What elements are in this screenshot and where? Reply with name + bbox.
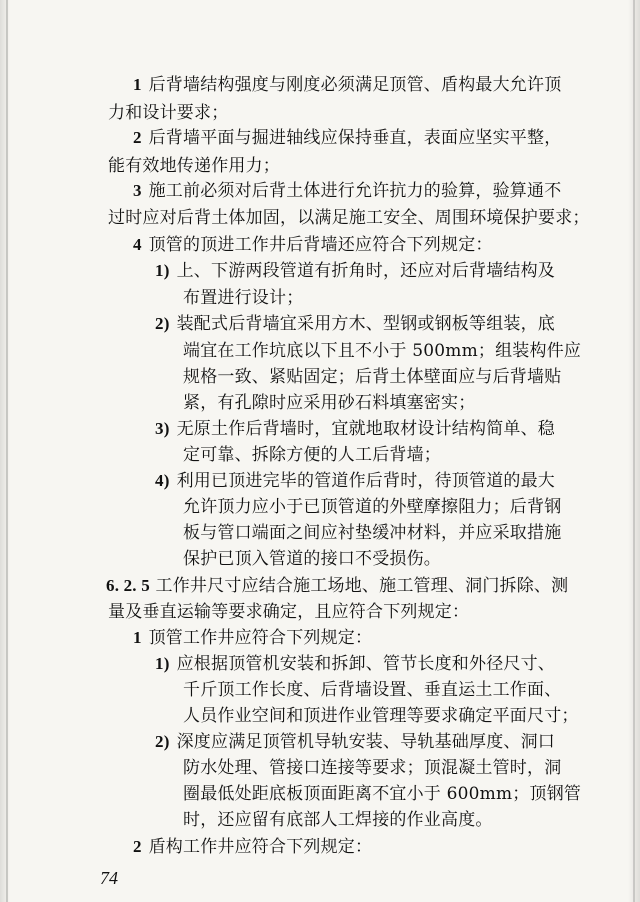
paragraph-text: 端宜在工作坑底以下且不小于 500mm；组装构件应	[183, 341, 582, 361]
paragraph-line	[183, 705, 579, 727]
paragraph-line	[108, 155, 280, 177]
paragraph-line	[183, 757, 561, 779]
paragraph-line	[155, 260, 555, 282]
section-number: 6. 2. 5	[106, 576, 150, 595]
paragraph-line	[133, 74, 561, 96]
paragraph-line	[133, 180, 561, 202]
paragraph-line	[183, 496, 561, 518]
paragraph-text: 后背墙结构强度与刚度必须满足顶管、盾构最大允许顶	[148, 75, 562, 95]
paragraph-line	[183, 783, 581, 805]
paragraph-text: 布置进行设计；	[183, 288, 304, 308]
paragraph-line	[155, 418, 555, 440]
paragraph-text: 力和设计要求；	[108, 103, 229, 123]
paragraph-line	[108, 207, 590, 229]
paragraph-text: 盾构工作井应符合下列规定：	[148, 837, 373, 857]
paragraph-line	[155, 470, 555, 492]
paragraph-text: 量及垂直运输等要求确定，且应符合下列规定：	[108, 602, 470, 622]
paragraph-text: 防水处理、管接口连接等要求；顶混凝土管时，洞	[183, 758, 562, 778]
paragraph-line	[183, 548, 441, 570]
paragraph-line	[106, 575, 568, 597]
paragraph-line	[133, 127, 561, 149]
paragraph-text: 装配式后背墙宜采用方木、型钢或钢板等组装，底	[176, 314, 556, 334]
subclause-number: 2)	[155, 314, 170, 333]
subclause-number: 2)	[155, 732, 170, 751]
paragraph-line	[183, 522, 561, 544]
paragraph-text: 能有效地传递作用力；	[108, 156, 280, 176]
clause-number: 3	[133, 181, 142, 200]
paragraph-text: 过时应对后背土体加固，以满足施工安全、周围环境保护要求；	[108, 208, 590, 228]
paragraph-text: 保护已顶入管道的接口不受损伤。	[183, 549, 441, 569]
paragraph-line	[133, 836, 372, 858]
paragraph-text: 规格一致、紧贴固定；后背土体壁面应与后背墙贴	[183, 367, 562, 387]
paragraph-text: 上、下游两段管道有折角时，还应对后背墙结构及	[176, 261, 556, 281]
paragraph-text: 深度应满足顶管机导轨安装、导轨基础厚度、洞口	[176, 732, 556, 752]
paragraph-text: 允许顶力应小于已顶管道的外壁摩擦阻力；后背钢	[183, 497, 562, 517]
paragraph-text: 利用已顶进完毕的管道作后背时，待顶管道的最大	[176, 471, 556, 491]
paragraph-text: 定可靠、拆除方便的人工后背墙；	[183, 445, 441, 465]
paragraph-line	[133, 234, 493, 256]
paragraph-line	[155, 653, 555, 675]
paragraph-text: 紧，有孔隙时应采用砂石料填塞密实；	[183, 393, 476, 413]
clause-number: 2	[133, 128, 142, 147]
paragraph-text: 时，还应留有底部人工焊接的作业高度。	[183, 810, 493, 830]
clause-number: 4	[133, 235, 142, 254]
clause-number: 1	[133, 628, 142, 647]
page-number: 74	[100, 868, 118, 888]
paragraph-text: 应根据顶管机安装和拆卸、管节长度和外径尺寸、	[176, 654, 556, 674]
paragraph-text: 人员作业空间和顶进作业管理等要求确定平面尺寸；	[183, 706, 579, 726]
paragraph-text: 顶管工作井应符合下列规定：	[148, 628, 373, 648]
paragraph-text: 后背墙平面与掘进轴线应保持垂直，表面应坚实平整，	[148, 128, 562, 148]
clause-number: 1	[133, 75, 142, 94]
paragraph-line	[155, 313, 555, 335]
subclause-number: 3)	[155, 419, 170, 438]
paragraph-text: 顶管的顶进工作井后背墙还应符合下列规定：	[148, 235, 493, 255]
paragraph-line	[183, 444, 441, 466]
paragraph-line	[108, 601, 469, 623]
paragraph-text: 圈最低处距底板顶面距离不宜小于 600mm；顶钢管	[183, 784, 582, 804]
paragraph-line	[183, 340, 581, 362]
paragraph-line	[183, 679, 561, 701]
clause-number: 2	[133, 837, 142, 856]
paragraph-text: 无原土作后背墙时，宜就地取材设计结构简单、稳	[176, 419, 556, 439]
subclause-number: 1)	[155, 654, 170, 673]
paragraph-line	[183, 809, 493, 831]
paragraph-line	[108, 102, 228, 124]
paragraph-line	[155, 731, 555, 753]
paragraph-line	[183, 287, 303, 309]
paragraph-text: 施工前必须对后背土体进行允许抗力的验算，验算通不	[148, 181, 562, 201]
paragraph-text: 板与管口端面之间应衬垫缓冲材料，并应采取措施	[183, 523, 562, 543]
subclause-number: 1)	[155, 261, 170, 280]
paragraph-line	[133, 627, 372, 649]
paragraph-line	[183, 366, 561, 388]
subclause-number: 4)	[155, 471, 170, 490]
paragraph-line	[183, 392, 475, 414]
paragraph-text: 工作井尺寸应结合施工场地、施工管理、洞门拆除、测	[155, 576, 569, 596]
paragraph-text: 千斤顶工作长度、后背墙设置、垂直运土工作面、	[183, 680, 562, 700]
